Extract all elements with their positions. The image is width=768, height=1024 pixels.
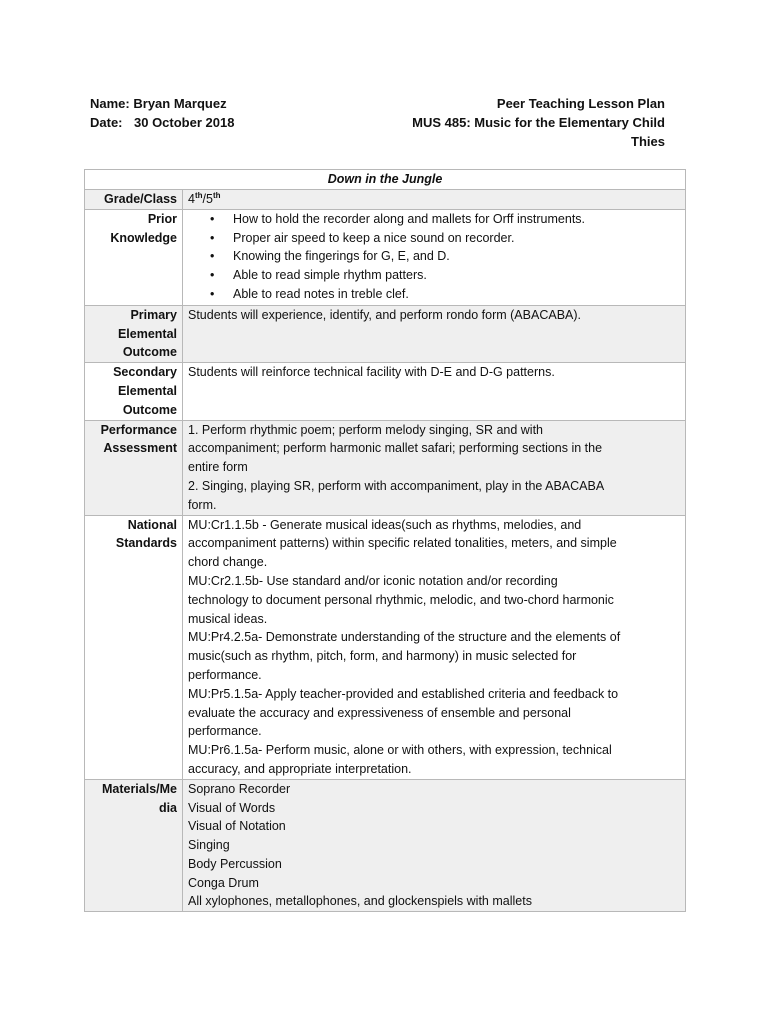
text-line: MU:Cr1.1.5b - Generate musical ideas(such as rhythms, melodies, and [188, 517, 582, 532]
text-line: MU:Cr2.1.5b- Use standard and/or iconic notation and/or recording [188, 573, 558, 588]
text-line: MU:Pr6.1.5a- Perform music, alone or with others, with expression, technical [188, 743, 612, 758]
secondary-label-3: Outcome [122, 402, 177, 417]
performance-label-2: Assessment [103, 441, 177, 456]
primary-label-1: Primary [130, 307, 177, 322]
text-line: musical ideas. [188, 611, 268, 626]
plan-title: Peer Teaching Lesson Plan [496, 96, 665, 111]
text-line: 2. Singing, playing SR, perform with accompaniment, play in the ABACABA [188, 478, 605, 493]
lesson-title: Down in the Jungle [85, 170, 686, 190]
national-standards-text [183, 515, 686, 779]
materials-row [85, 779, 686, 912]
text-line: performance. [188, 724, 262, 739]
secondary-outcome-label [85, 363, 183, 420]
list-item: All xylophones, metallophones, and glockenspiels with mallets [188, 894, 532, 909]
name-line [90, 94, 234, 113]
list-item: Conga Drum [188, 875, 259, 890]
national-standards-row [85, 515, 686, 779]
text-line: accuracy, and appropriate interpretation. [188, 761, 412, 776]
standards-label-1: National [127, 517, 177, 532]
list-item: Visual of Words [188, 800, 276, 815]
text-line: MU:Pr4.2.5a- Demonstrate understanding of the structure and the elements of [188, 630, 621, 645]
title-row [85, 170, 686, 190]
performance-assessment-label [85, 420, 183, 515]
primary-outcome-row [85, 305, 686, 362]
text-line: accompaniment; perform harmonic mallet safari; performing sections in the [188, 441, 603, 456]
grade-label: Grade/Class [85, 190, 183, 210]
prior-label-1: Prior [147, 211, 177, 226]
grade-row [85, 190, 686, 210]
primary-label-3: Outcome [122, 345, 177, 360]
secondary-label-1: Secondary [113, 365, 177, 380]
national-standards-label [85, 515, 183, 779]
text-line: form. [188, 497, 217, 512]
secondary-outcome-text: Students will reinforce technical facility with D-E and D-G patterns. [183, 363, 686, 420]
text-line: 1. Perform rhythmic poem; perform melody singing, SR and with [188, 422, 543, 437]
performance-assessment-row [85, 420, 686, 515]
text-line: music(such as rhythm, pitch, form, and harmony) in music selected for [188, 649, 577, 664]
course-name: MUS 485: Music for the Elementary Child [412, 115, 665, 130]
primary-outcome-text: Students will experience, identify, and perform rondo form (ABACABA). [183, 305, 686, 362]
grade-b: /5 [202, 192, 213, 206]
list-item: Visual of Notation [188, 819, 286, 834]
text-line: MU:Pr5.1.5a- Apply teacher-provided and established criteria and feedback to [188, 686, 619, 701]
prior-label-2: Knowledge [110, 230, 177, 245]
header-left [90, 94, 234, 132]
date-label: Date: [90, 115, 123, 130]
list-item: Singing [188, 838, 230, 853]
grade-a-sup: th [194, 190, 203, 200]
prior-knowledge-label [85, 209, 183, 305]
prior-knowledge-list [183, 209, 686, 305]
list-item: • How to hold the recorder along and mallets for Orff instruments. [188, 210, 680, 229]
prior-knowledge-row [85, 209, 686, 305]
name-label: Name: [90, 96, 130, 111]
list-item: Soprano Recorder [188, 781, 291, 796]
date-value: 30 October 2018 [134, 115, 235, 130]
header-right [412, 94, 665, 151]
instructor-name: Thies [631, 134, 665, 149]
primary-outcome-label [85, 305, 183, 362]
grade-a: 4 [188, 192, 195, 206]
name-value: Bryan Marquez [133, 96, 227, 111]
text-line: accompaniment patterns) within specific related tonalities, meters, and simple [188, 536, 617, 551]
materials-label [85, 779, 183, 912]
text-line: evaluate the accuracy and expressiveness of ensemble and personal [188, 705, 571, 720]
list-item: • Able to read simple rhythm patters. [188, 266, 680, 285]
list-item: • Proper air speed to keep a nice sound on recorder. [188, 229, 680, 248]
secondary-label-2: Elemental [117, 383, 177, 398]
performance-label-1: Performance [100, 422, 177, 437]
materials-list [183, 779, 686, 912]
text-line: performance. [188, 667, 262, 682]
text-line: chord change. [188, 555, 268, 570]
performance-assessment-text [183, 420, 686, 515]
list-item: • Knowing the fingerings for G, E, and D. [188, 247, 680, 266]
secondary-outcome-row [85, 363, 686, 420]
text-line: technology to document personal rhythmic, melodic, and two-chord harmonic [188, 592, 614, 607]
materials-label-2: dia [158, 800, 177, 815]
grade-value [183, 190, 686, 210]
primary-label-2: Elemental [117, 326, 177, 341]
standards-label-2: Standards [115, 536, 177, 551]
list-item: • Able to read notes in treble clef. [188, 285, 680, 304]
date-line [90, 113, 234, 132]
materials-label-1: Materials/Me [101, 781, 177, 796]
lesson-plan-table [84, 169, 686, 912]
list-item: Body Percussion [188, 856, 282, 871]
text-line: entire form [188, 460, 248, 475]
grade-b-sup: th [212, 190, 221, 200]
